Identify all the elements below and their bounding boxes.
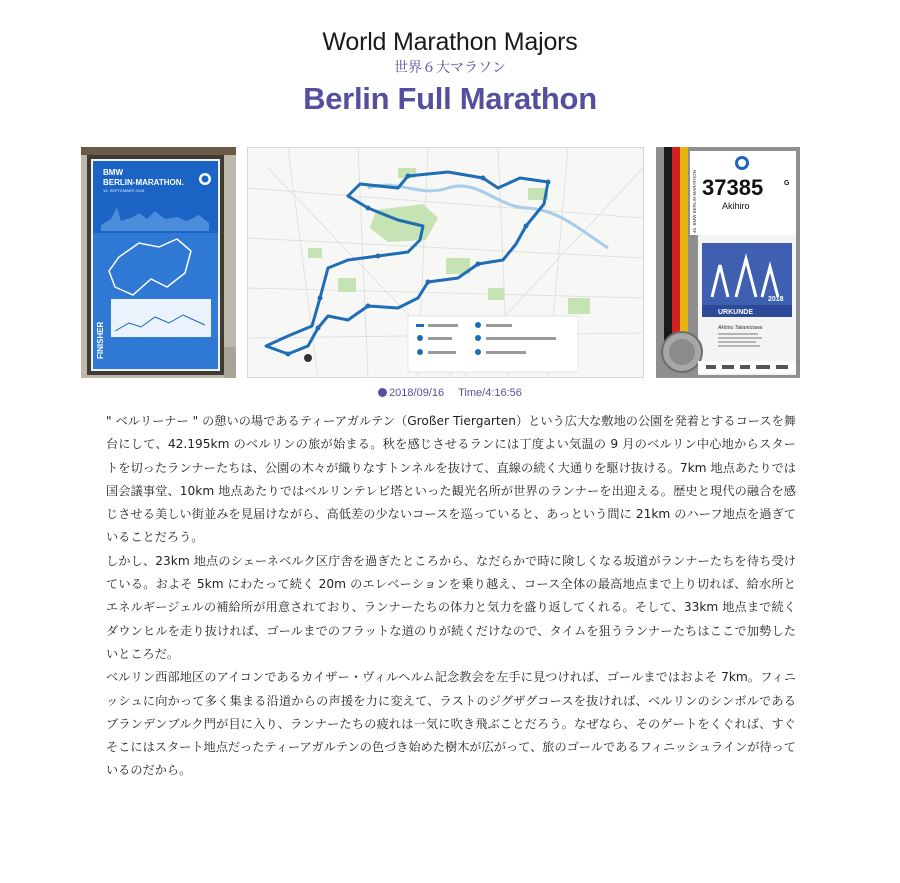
bib-certificate-photo [656,147,800,378]
course-map-photo [247,147,644,378]
paragraph-1: " ベルリーナー " の憩いの場であるティーアガルテン（Großer Tiergarten）という広大な敷地の公園を発着とするコースを舞台にして、42.195km のベルリンの旅が始まる。秋を感じさせるランには丁度よい気温の 9 月のベルリン中心地からスタートを切ったランナーたちは、公園の木々が織りなすトンネルを抜けて、直線の続く大通りを駆け抜ける。7km 地点あたりでは国会議事堂、10km 地点あたりではベルリンテレビ塔といった観光名所が世界のランナーを出迎える。歴史と現代の融合を感じさせる美しい街並みを見届けながら、高低差の少ないコースを巡っていると、あっという間に 21km のハーフ地点を過ぎていることだろう。 [106,414,796,545]
bib-number: 37385 [702,175,764,200]
poster-text-bmw: BMW [103,168,123,177]
article-body [106,410,796,783]
poster-text-date: 16. SEPTEMBER 2018 [103,188,145,193]
bib-side-text: 45. BMW BERLIN-MARATHON [692,170,697,233]
page-title: Berlin Full Marathon [303,81,597,116]
series-title-japanese: 世界６大マラソン [394,60,506,76]
poster-text-finisher: FINISHER [96,321,105,359]
series-title: World Marathon Majors [322,28,578,56]
poster-text-event: BERLIN-MARATHON. [103,178,184,187]
paragraph-2: しかし、23km 地点のシェーネベルク区庁舎を過ぎたところから、なだらかで時に険しくなる坂道がランナーたちを待ち受けている。およそ 5km にわたって続く 20m のエレベーションを乗り越え、コース全体の最高地点まで上り切れば、給水所とエネルギージェルの補給所が用意されており、ランナーたちの体力と気力を盛り返してくれる。そして、33km 地点まで続くダウンヒルを走り抜ければ、ゴールまでのフラットな道のりが続くだけなので、タイムを狙うランナーたちはここで加勢したいところだ。 [106,553,796,661]
bullet-dot-icon [378,388,387,397]
paragraph-3: ベルリン西部地区のアイコンであるカイザー・ヴィルヘルム記念教会を左手に見つければ、ゴールまではおよそ 7km。フィニッシュに向かって多く集まる沿道からの声援を力に変えて、ラストのジグザグコースを抜ければ、ベルリンのシンボルであるブランデンブルク門が目に入り、ランナーたちの疲れは一気に吹き飛ぶことだろう。なぜなら、そのゲートをくぐれば、すぐそこにはスタート地点だったティーアガルテンの色づき始めた樹木が広がって、旅のゴールであるフィニッシュラインが待っているのだから。 [106,670,796,778]
header [0,26,900,118]
photo-caption [0,387,900,399]
finish-time: Time/4:16:56 [458,387,522,399]
race-date: 2018/09/16 [389,387,445,399]
certificate-year: 2018 [768,296,784,303]
bib-name: Akihiro [722,201,750,211]
certificate-name: Akihiro Takamizawa [718,325,763,331]
certificate-title: URKUNDE [718,309,753,316]
finisher-poster-photo [81,147,236,378]
start-marker-icon [304,354,312,362]
bib-suffix: G [784,180,790,187]
